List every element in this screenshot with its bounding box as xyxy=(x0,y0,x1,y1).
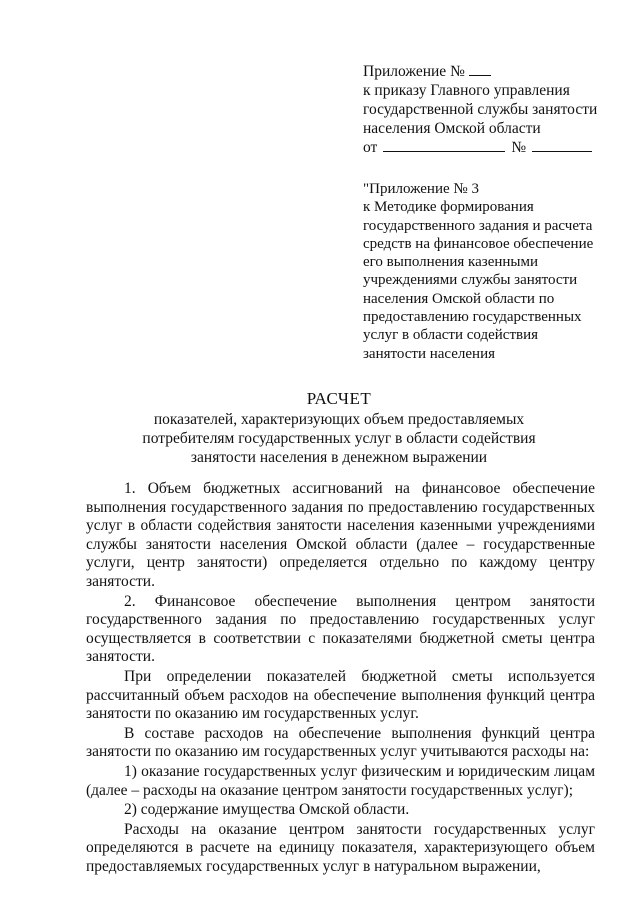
appendix-3-line: учреждениями службы занятости xyxy=(363,272,578,289)
appendix-region-line: населения Омской области xyxy=(363,120,541,137)
number-blank-field xyxy=(532,138,592,152)
subtitle-line: занятости населения в денежном выражении xyxy=(190,449,488,466)
paragraph: Расходы на оказание центром занятости государственных услуг определяются в расчете на единицу показателя, характеризующего объем предоставляемых государственных услуг в натуральном выражении, xyxy=(86,820,595,875)
document-body xyxy=(86,480,595,876)
appendix-3-line: предоставлению государственных xyxy=(363,309,582,326)
subtitle-line: потребителям государственных услуг в области содействия xyxy=(142,430,536,447)
appendix-3-line: к Методике формирования xyxy=(363,199,534,216)
blank-field xyxy=(469,62,491,76)
subtitle-line: показателей, характеризующих объем предоставляемых xyxy=(153,411,525,428)
appendix-3-line: занятости населения xyxy=(363,345,496,362)
appendix-3-line: населения Омской области по xyxy=(363,290,555,307)
appendix-3-line: его выполнения казенными xyxy=(363,254,539,271)
appendix-header xyxy=(363,62,613,157)
appendix-date-line: от № xyxy=(363,138,613,157)
paragraph: 2. Финансовое обеспечение выполнения центром занятости государственного задания по предоставлению государственных услуг осуществляется в соответствии с показателями бюджетной сметы центра занятости. xyxy=(86,592,595,666)
paragraph: 2) содержание имущества Омской области. xyxy=(124,801,410,819)
paragraph: 1. Объем бюджетных ассигнований на финансовое обеспечение выполнения государственного задания по предоставлению государственных услуг в области содействия занятости населения казенными учреждениями службы занятости населения Омской области (далее – государственные услуги, центр занятости) определяется отдельно по каждому центру занятости. xyxy=(86,480,595,590)
appendix-3-line: государственного задания и расчета xyxy=(363,217,593,234)
appendix-number-line: Приложение № xyxy=(363,62,613,81)
appendix-3-line: "Приложение № 3 xyxy=(363,181,479,197)
appendix-order-line: к приказу Главного управления xyxy=(363,82,570,99)
appendix-3-line: услуг в области содействия xyxy=(363,327,539,344)
appendix-3-header xyxy=(363,180,613,363)
appendix-agency-line: государственной службы занятости xyxy=(363,101,598,118)
paragraph: В составе расходов на обеспечение выполнения функций центра занятости по оказанию им государственных услуг учитываются расходы на: xyxy=(86,724,595,761)
date-blank-field xyxy=(383,138,505,152)
document-title: РАСЧЕТ xyxy=(306,389,372,408)
paragraph: 1) оказание государственных услуг физическим и юридическим лицам (далее – расходы на оказание центром занятости государственных услуг); xyxy=(86,762,595,799)
document-subtitle xyxy=(84,410,594,467)
title-block xyxy=(84,388,594,467)
appendix-3-line: средств на финансовое обеспечение xyxy=(363,235,594,252)
paragraph: При определении показателей бюджетной сметы используется рассчитанный объем расходов на обеспечение выполнения функций центра занятости по оказанию им государственных услуг. xyxy=(86,667,595,723)
